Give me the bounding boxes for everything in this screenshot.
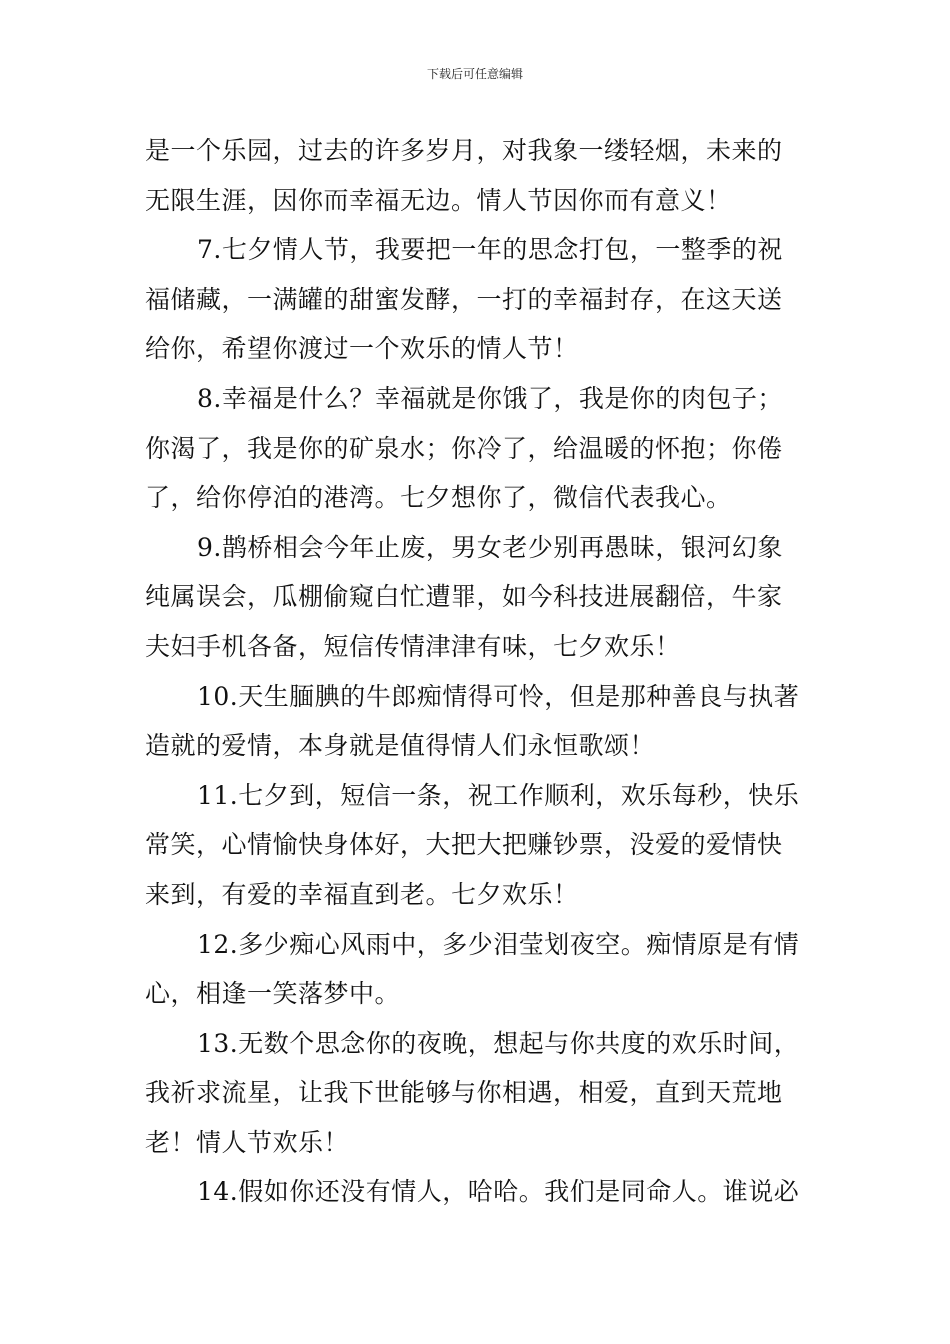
page-header: 下载后可任意编辑 [426,67,523,81]
text-line: 造就的爱情，本身就是值得情人们永恒歌颂！ [145,731,656,761]
text-line: 纯属误会，瓜棚偷窥白忙遭罪，如今科技进展翻倍，牛家 [145,582,783,612]
paragraph-start-line: 13.无数个思念你的夜晚，想起与你共度的欢乐时间， [197,1028,800,1058]
text-line: 福储藏，一满罐的甜蜜发酵，一打的幸福封存，在这天送 [145,284,783,314]
text-line: 常笑，心情愉快身体好，大把大把赚钞票，没爱的爱情快 [145,830,783,860]
text-line: 老！情人节欢乐！ [145,1127,350,1157]
text-line: 给你，希望你渡过一个欢乐的情人节！ [145,334,579,364]
paragraph-start-line: 9.鹊桥相会今年止废，男女老少别再愚昧，银河幻象 [197,532,783,562]
text-line: 了，给你停泊的港湾。七夕想你了，微信代表我心。 [145,483,732,513]
text-line: 是一个乐园，过去的许多岁月，对我象一缕轻烟，未来的 [145,136,783,165]
text-line: 你渴了，我是你的矿泉水；你冷了，给温暖的怀抱；你倦 [145,433,783,463]
paragraph-start-line: 14.假如你还没有情人，哈哈。我们是同命人。谁说必 [197,1177,800,1207]
paragraph-start-line: 11.七夕到，短信一条，祝工作顺利，欢乐每秒，快乐 [197,780,800,810]
paragraph-start-line: 10.天生腼腆的牛郎痴情得可怜，但是那种善良与执著 [197,681,800,711]
paragraph-start-line: 7.七夕情人节，我要把一年的思念打包，一整季的祝 [197,235,783,265]
text-line: 心，相逢一笑落梦中。 [145,979,401,1009]
text-line: 我祈求流星，让我下世能够与你相遇，相爱，直到天荒地 [145,1078,783,1108]
text-line: 来到，有爱的幸福直到老。七夕欢乐！ [145,879,579,909]
document-body [145,126,807,1217]
text-line: 无限生涯，因你而幸福无边。情人节因你而有意义！ [145,185,732,215]
paragraph-start-line: 12.多少痴心风雨中，多少泪莹划夜空。痴情原是有情 [197,929,800,959]
paragraph-start-line: 8.幸福是什么？幸福就是你饿了，我是你的肉包子； [197,383,783,413]
text-line: 夫妇手机各备，短信传情津津有味，七夕欢乐！ [145,631,681,661]
